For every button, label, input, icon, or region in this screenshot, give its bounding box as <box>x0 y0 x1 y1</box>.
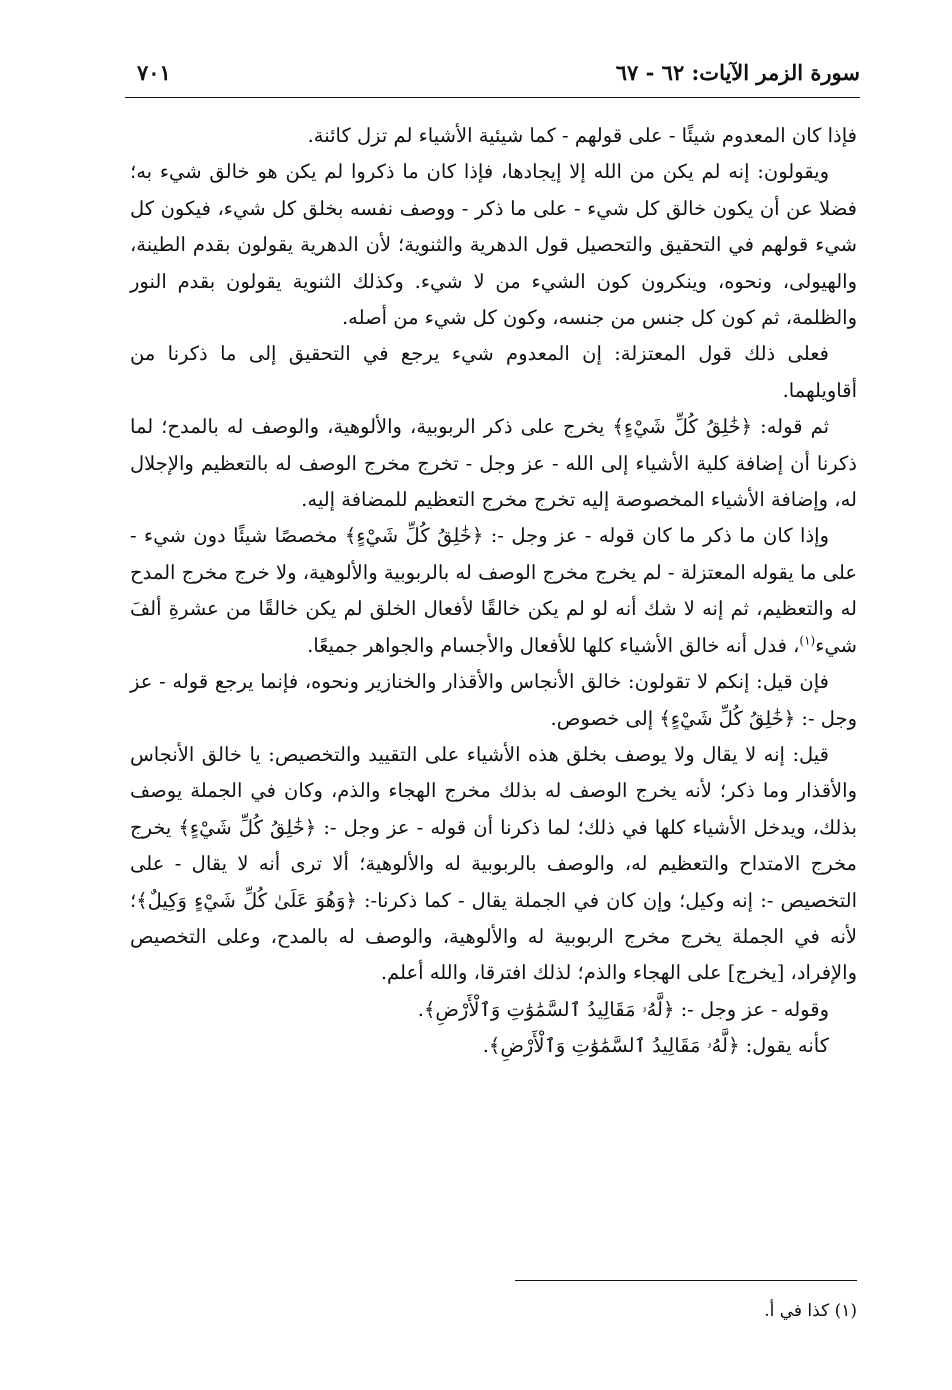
paragraph-1: فإذا كان المعدوم شيئًا - على قولهم - كما شيئية الأشياء لم تزل كائنة. <box>307 124 857 147</box>
footnote: (١) كذا في أ. <box>764 1301 857 1321</box>
paragraph-9: كأنه يقول: ﴿لَّهُۥ مَقَالِيدُ ٱلسَّمَٰوَٰتِ وَٱلْأَرْضِ﴾. <box>482 1034 829 1058</box>
running-title: سورة الزمر الآيات: ٦٢ - ٦٧ <box>615 60 860 85</box>
paragraph-6: فإن قيل: إنكم لا تقولون: خالق الأنجاس والأقذار والخنازير ونحوه، فإنما يرجع قوله - عز وجل -: ﴿خَٰلِقُ كُلِّ شَيْءٍ﴾ إلى خصوص. <box>130 670 857 730</box>
header-divider <box>125 97 860 98</box>
page-number: ٧٠١ <box>137 60 171 85</box>
paragraph-2: ويقولون: إنه لم يكن من الله إلا إيجادها، فإذا كان ما ذكروا لم يكن هو خالق شيء به؛ فضلا عن أن يكون خالق كل شيء - على ما ذكر - ووصف نفسه بخلق كل شيء، فيكون كل شيء قولهم في التحقيق والتحصيل قول الدهرية والثنوية؛ لأن الدهرية يقولون بقدم الطينة، والهيولى، ونحوه، وينكرون كون الشيء من لا شيء. وكذلك الثنوية يقولون بقدم النور والظلمة، ثم كون كل جنس من جنسه، وكون كل شيء من أصله. <box>130 160 857 330</box>
page-header <box>125 52 860 92</box>
paragraph-4: ثم قوله: ﴿خَٰلِقُ كُلِّ شَيْءٍ﴾ يخرج على ذكر الربوبية، والألوهية، والوصف له بالمدح؛ لما ذكرنا أن إضافة كلية الأشياء إلى الله - عز وجل - تخرج مخرج الوصف له بالتعظيم والإجلال له، وإضافة الأشياء المخصوصة إليه تخرج مخرج التعظيم للمضافة إليه. <box>130 415 857 512</box>
footnote-reference: (١) <box>799 633 816 648</box>
paragraph-3: فعلى ذلك قول المعتزلة: إن المعدوم شيء يرجع في التحقيق إلى ما ذكرنا من أقاويلهما. <box>130 342 857 402</box>
paragraph-5-tail: ، فدل أنه خالق الأشياء كلها للأفعال والأجسام والجواهر جميعًا. <box>307 633 800 657</box>
paragraph-5 <box>130 518 857 664</box>
paragraph-8: وقوله - عز وجل -: ﴿لَّهُۥ مَقَالِيدُ ٱلسَّمَٰوَٰتِ وَٱلْأَرْضِ﴾. <box>417 997 829 1021</box>
footnote-divider <box>515 1280 857 1281</box>
paragraph-5-text: وإذا كان ما ذكر ما كان قوله - عز وجل -: ﴿خَٰلِقُ كُلِّ شَيْءٍ﴾ مخصصًا شيئًا دون شيء - على ما يقوله المعتزلة - لم يخرج مخرج الوصف له بالربوبية والألوهية، ولا خرج مخرج المدح له والتعظيم، ثم إنه لا شك أنه لو لم يكن خالقًا لأفعال الخلق لم يكن خالقًا من عشرةِ ألفَ شيء <box>130 524 857 657</box>
paragraph-7: قيل: إنه لا يقال ولا يوصف بخلق هذه الأشياء على التقييد والتخصيص: يا خالق الأنجاس والأقذار وما ذكر؛ لأنه يخرج الوصف له بذلك مخرج الهجاء والذم، وكان في الجملة يوصف بذلك، ويدخل الأشياء كلها في ذلك؛ لما ذكرنا أن قوله - عز وجل -: ﴿خَٰلِقُ كُلِّ شَيْءٍ﴾ يخرج مخرج الامتداح والتعظيم له، والوصف بالربوبية له والألوهية؛ ألا ترى أنه لا يقال - على التخصيص -: إنه وكيل؛ وإن كان في الجملة يقال - كما ذكرنا-: ﴿وَهُوَ عَلَىٰ كُلِّ شَيْءٍ وَكِيلٌ﴾؛ لأنه في الجملة يخرج مخرج الربوبية له والألوهية، والوصف له بالمدح، وعلى التخصيص والإفراد، [يخرج] على الهجاء والذم؛ لذلك افترقا، والله أعلم. <box>130 742 857 985</box>
main-text <box>130 118 857 1065</box>
